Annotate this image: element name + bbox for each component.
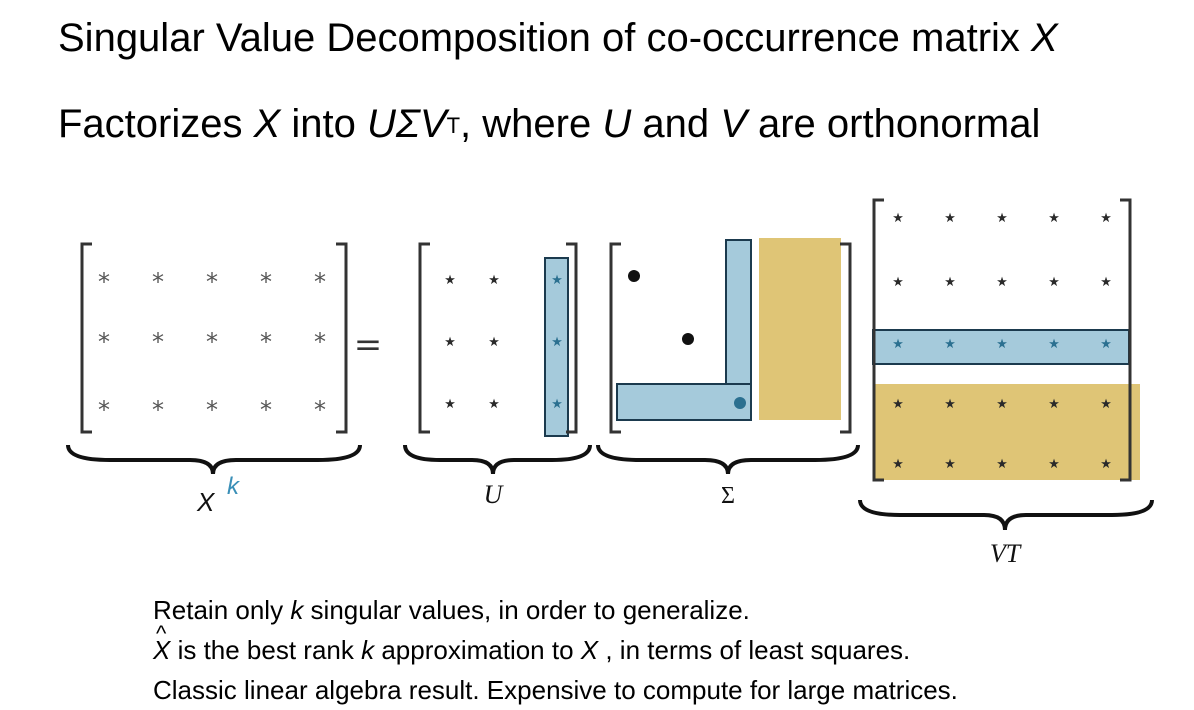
vt-entry: ⋆ bbox=[1045, 203, 1063, 233]
vt-entry: ⋆ bbox=[1097, 203, 1115, 233]
label-vt: VT bbox=[989, 539, 1021, 568]
note-2-text-a: is the best rank bbox=[170, 635, 362, 665]
note-3 bbox=[153, 670, 958, 710]
x-entry: * bbox=[260, 396, 272, 424]
note-1-text-b: singular values, in order to generalize. bbox=[303, 595, 750, 625]
u-entry: ⋆ bbox=[548, 327, 566, 357]
sigma-value-1 bbox=[628, 270, 640, 282]
x-entry: * bbox=[314, 328, 326, 356]
label-u: U bbox=[483, 480, 503, 509]
vt-entry: ⋆ bbox=[889, 267, 907, 297]
vt-entry: ⋆ bbox=[889, 203, 907, 233]
matrix-u bbox=[420, 244, 576, 436]
note-3-text: Classic linear algebra result. Expensive to compute for large matrices. bbox=[153, 675, 958, 705]
svd-diagram bbox=[0, 180, 1194, 580]
subtitle-text-4: and bbox=[631, 102, 721, 146]
vt-entry: ⋆ bbox=[889, 389, 907, 419]
note-2-text-c: , in terms of least squares. bbox=[598, 635, 911, 665]
x-entry: * bbox=[152, 268, 164, 296]
subtitle-var-v: V bbox=[720, 102, 747, 146]
u-entry: ⋆ bbox=[441, 327, 459, 357]
matrix-x-left-bracket bbox=[82, 244, 92, 432]
vt-entry: ⋆ bbox=[941, 449, 959, 479]
x-entry: * bbox=[98, 268, 110, 296]
note-2-k: k bbox=[361, 635, 375, 665]
u-entry: ⋆ bbox=[441, 265, 459, 295]
vt-entry: ⋆ bbox=[1097, 449, 1115, 479]
label-sigma: Σ bbox=[721, 483, 735, 509]
subtitle-var-u: U bbox=[602, 102, 632, 146]
vt-entry: ⋆ bbox=[1097, 267, 1115, 297]
x-entry: * bbox=[260, 268, 272, 296]
matrix-x-entries bbox=[98, 268, 326, 424]
x-entry: * bbox=[206, 328, 218, 356]
vt-entry: ⋆ bbox=[993, 389, 1011, 419]
subtitle-text-3: , where bbox=[460, 102, 603, 146]
u-entry: ⋆ bbox=[548, 389, 566, 419]
note-1-text-a: Retain only bbox=[153, 595, 291, 625]
vt-entry: ⋆ bbox=[993, 449, 1011, 479]
notes bbox=[153, 590, 958, 710]
brace-sigma bbox=[598, 445, 858, 474]
u-entry: ⋆ bbox=[485, 389, 503, 419]
x-entry: * bbox=[152, 328, 164, 356]
matrix-sigma-right-bracket bbox=[840, 244, 850, 432]
subtitle-text-2: into bbox=[280, 102, 368, 146]
u-entry: ⋆ bbox=[548, 265, 566, 295]
brace-x bbox=[68, 445, 360, 474]
vt-entry: ⋆ bbox=[993, 329, 1011, 359]
matrix-vt bbox=[873, 200, 1140, 480]
matrix-x-right-bracket bbox=[336, 244, 346, 432]
vt-entry: ⋆ bbox=[941, 267, 959, 297]
sigma-value-3 bbox=[734, 397, 746, 409]
vt-entry: ⋆ bbox=[1097, 389, 1115, 419]
brace-u bbox=[405, 445, 590, 474]
x-entry: * bbox=[98, 328, 110, 356]
u-entry: ⋆ bbox=[485, 265, 503, 295]
sigma-truncated-block bbox=[759, 238, 841, 420]
vt-entry: ⋆ bbox=[889, 329, 907, 359]
slide-subtitle bbox=[58, 104, 1040, 144]
note-2-xhat: ^ X bbox=[153, 630, 170, 670]
note-1-k: k bbox=[290, 595, 304, 625]
note-2 bbox=[153, 630, 958, 670]
sigma-highlighted-row bbox=[617, 384, 751, 420]
vt-entry: ⋆ bbox=[1045, 449, 1063, 479]
x-entry: * bbox=[206, 268, 218, 296]
u-entry: ⋆ bbox=[485, 327, 503, 357]
brace-vt bbox=[860, 500, 1152, 530]
vt-entry: ⋆ bbox=[1045, 267, 1063, 297]
vt-entry: ⋆ bbox=[993, 203, 1011, 233]
title-text: Singular Value Decomposition of co-occurrence matrix bbox=[58, 16, 1032, 60]
subtitle-superscript: T bbox=[446, 113, 461, 138]
label-x: X bbox=[197, 487, 215, 517]
vt-entry: ⋆ bbox=[1045, 329, 1063, 359]
vt-entry: ⋆ bbox=[1045, 389, 1063, 419]
subtitle-text-1: Factorizes bbox=[58, 102, 254, 146]
x-entry: * bbox=[206, 396, 218, 424]
x-entry: * bbox=[260, 328, 272, 356]
subtitle-text-5: are orthonormal bbox=[746, 102, 1041, 146]
equals-sign: = bbox=[353, 325, 383, 365]
label-k: k bbox=[227, 473, 239, 500]
vt-entry: ⋆ bbox=[889, 449, 907, 479]
matrix-x bbox=[82, 244, 346, 432]
vt-entry: ⋆ bbox=[941, 329, 959, 359]
x-entry: * bbox=[98, 396, 110, 424]
u-entry: ⋆ bbox=[441, 389, 459, 419]
matrix-u-left-bracket bbox=[420, 244, 430, 432]
vt-entry: ⋆ bbox=[1097, 329, 1115, 359]
subtitle-var-x: X bbox=[253, 102, 281, 146]
x-entry: * bbox=[314, 268, 326, 296]
note-1 bbox=[153, 590, 958, 630]
vt-entry: ⋆ bbox=[941, 203, 959, 233]
slide-title bbox=[58, 18, 1058, 58]
x-entry: * bbox=[152, 396, 164, 424]
subtitle-var-usv: UΣV bbox=[367, 102, 447, 146]
sigma-value-2 bbox=[682, 333, 694, 345]
title-var: X bbox=[1031, 16, 1058, 60]
note-2-x: X bbox=[580, 635, 599, 665]
note-2-text-b: approximation to bbox=[374, 635, 581, 665]
matrix-sigma bbox=[611, 238, 850, 432]
vt-entry: ⋆ bbox=[993, 267, 1011, 297]
x-entry: * bbox=[314, 396, 326, 424]
vt-entry: ⋆ bbox=[941, 389, 959, 419]
